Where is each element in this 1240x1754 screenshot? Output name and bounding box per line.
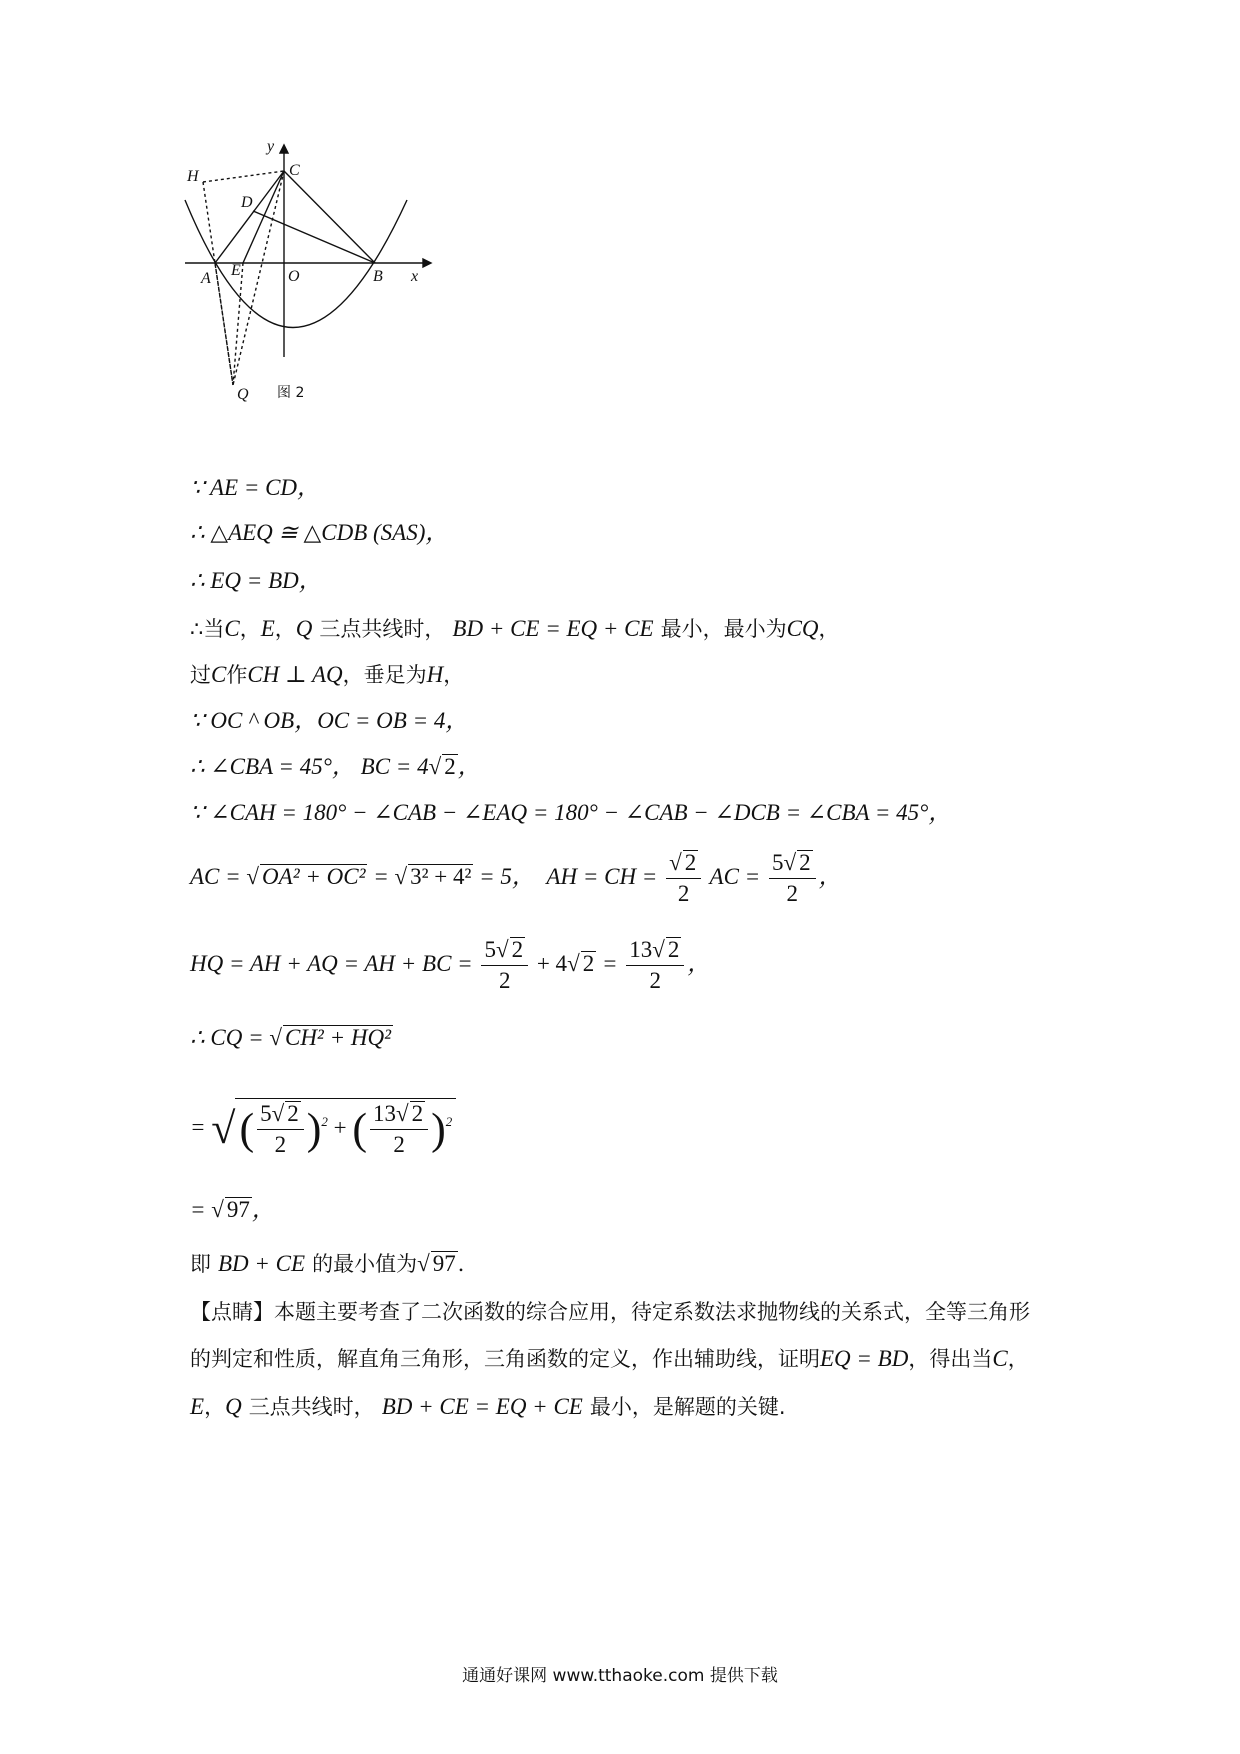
label-Q: Q xyxy=(237,386,249,403)
l9-frac2-rad: 2 xyxy=(799,850,811,875)
y-axis-arrow xyxy=(280,145,288,153)
l4-end: ， xyxy=(818,617,840,641)
note-p2a: 的判定和性质，解直角三角形，三角函数的定义，作出辅助线，证明 xyxy=(190,1347,820,1371)
l4-q: Q xyxy=(295,616,313,641)
l4-pre: ∴当 xyxy=(190,617,225,641)
l11-pre: ∴ CQ = xyxy=(190,1025,264,1050)
line-6: ∵ OC ^ OB，OC = OB = 4， xyxy=(190,708,469,733)
l13-rad: 97 xyxy=(226,1197,250,1222)
note-p3a: 三点共线时， xyxy=(248,1395,375,1419)
line-8: ∵ ∠CAH = 180° − ∠CAB − ∠EAQ = 180° − ∠CAB − ∠DCB = ∠CBA = 45°， xyxy=(190,800,952,825)
l9-eq: = xyxy=(373,863,389,889)
l14-rad: 97 xyxy=(432,1251,456,1276)
note-p2b: ，得出当 xyxy=(908,1347,993,1371)
l5-pre: 过 xyxy=(190,663,211,687)
note-p3-expr: BD + CE = EQ + CE xyxy=(381,1394,583,1419)
l10-eq: = xyxy=(601,950,618,976)
note-p3-s1: ， xyxy=(204,1395,226,1419)
l12-eq: = xyxy=(190,1114,206,1140)
note-p2-expr: EQ = BD xyxy=(820,1346,909,1371)
footer-watermark: 通通好课网 www.tthaoke.com 提供下载 xyxy=(462,1666,778,1686)
l14-expr: BD + CE xyxy=(218,1251,306,1276)
line-14: 即 BD + CE 的最小值为√ 97． xyxy=(190,1251,479,1276)
l9-frac1-num: 2 xyxy=(684,850,697,875)
l4-expr: BD + CE = EQ + CE xyxy=(452,616,654,641)
l7-end: ， xyxy=(457,754,481,779)
note-p2-c: C xyxy=(992,1346,1008,1371)
l9-end: ， xyxy=(818,863,842,889)
label-D: D xyxy=(241,194,253,211)
l12-frac-a-den: 2 xyxy=(274,1132,287,1157)
l4-cq: CQ xyxy=(786,616,819,641)
l10-frac1-coef: 5 xyxy=(484,937,496,962)
l4-c: C xyxy=(224,616,240,641)
label-y: y xyxy=(267,138,275,155)
l13-eq: = xyxy=(190,1197,206,1222)
label-O: O xyxy=(288,268,300,285)
note-p1: 本题主要考查了二次函数的综合应用，待定系数法求抛物线的关系式，全等三角形 xyxy=(274,1300,1030,1324)
line-7: ∴ ∠CBA = 45°， BC = 4√ 2， xyxy=(190,754,481,779)
l11-rad: CH² + HQ² xyxy=(284,1025,391,1050)
line-2: ∴ △AEQ ≅ △CDB (SAS)， xyxy=(190,520,449,545)
note-line-3 xyxy=(190,1392,786,1423)
segment-HC xyxy=(203,171,284,182)
l12-frac-b-den: 2 xyxy=(393,1132,405,1157)
label-E: E xyxy=(231,262,241,279)
l10-end: ， xyxy=(687,950,711,976)
l4-sep1: ， xyxy=(239,617,261,641)
l10-frac2-rad: 2 xyxy=(667,937,680,962)
l10-frac2-den: 2 xyxy=(649,968,662,993)
l12-frac-a-coef: 5 xyxy=(260,1101,272,1126)
l10-frac1: $\frac{5√ 2}{2}$ xyxy=(481,935,528,996)
l14-text: 的最小值为 xyxy=(312,1252,418,1276)
segment-CB xyxy=(284,171,375,263)
l13-end: ， xyxy=(251,1197,275,1222)
l9-frac2-den: 2 xyxy=(786,881,799,906)
l5-h: H xyxy=(426,662,444,687)
l5-mid: 作 xyxy=(226,663,248,687)
label-C: C xyxy=(289,162,300,179)
geometry-figure xyxy=(187,138,495,460)
l14-end: ． xyxy=(457,1252,479,1276)
l9-acv: AC = xyxy=(709,863,761,889)
l9-ah: AH = CH = xyxy=(546,863,658,889)
l10-frac1-rad: 2 xyxy=(511,937,524,962)
line-12: = √( $\frac{5√ 2}{2}$ )$^2$ + ( $\frac{13√ 2}{2}$ )$^2$ xyxy=(190,1098,456,1160)
l9-rad2: 3² + 4² xyxy=(410,863,472,889)
x-axis-arrow xyxy=(423,259,431,267)
l7-pre: ∴ ∠CBA = 45°， xyxy=(190,754,355,779)
l12-plus: + xyxy=(333,1114,347,1140)
l9-rad1: OA² + OC² xyxy=(262,863,366,889)
l10-plus: + 4 xyxy=(536,950,568,976)
l12-frac-b-rad: 2 xyxy=(411,1101,424,1126)
line-11: ∴ CQ = √ CH² + HQ² xyxy=(190,1025,391,1050)
l4-text: 三点共线时， xyxy=(319,617,446,641)
segment-EQ xyxy=(233,263,243,385)
l10-frac2-coef: 13 xyxy=(629,937,653,962)
l5-expr: CH ⊥ AQ xyxy=(247,662,343,687)
l4-text2: 最小，最小为 xyxy=(660,617,787,641)
label-B: B xyxy=(373,268,383,285)
l7-bc: BC = 4 xyxy=(360,754,429,779)
l12-frac-b: $\frac{13√ 2}{2}$ xyxy=(370,1099,428,1160)
line-10: HQ = AH + AQ = AH + BC = $\frac{5√ 2}{2}$ + 4√ 2 = $\frac{13√ 2}{2}$ ， xyxy=(190,935,710,996)
note-tag: 【点睛】 xyxy=(190,1300,274,1324)
label-H: H xyxy=(187,168,199,185)
l4-e: E xyxy=(260,616,275,641)
line-1: ∵ AE = CD， xyxy=(190,475,321,500)
line-3: ∴ EQ = BD， xyxy=(190,568,322,593)
label-x: x xyxy=(411,268,419,285)
l7-rad: 2 xyxy=(444,754,456,779)
note-p3-q: Q xyxy=(225,1394,242,1419)
l12-frac-a-rad: 2 xyxy=(287,1101,299,1126)
line-13: = √ 97， xyxy=(190,1197,275,1222)
l10-frac2: $\frac{13√ 2}{2}$ xyxy=(626,935,684,996)
note-p3b: 最小，是解题的关键. xyxy=(589,1395,786,1419)
label-A: A xyxy=(201,270,211,287)
segment-AQ xyxy=(215,263,233,385)
segment-DB xyxy=(253,211,375,263)
l9-frac2-coef: 5 xyxy=(771,850,784,875)
l9-ac: AC = xyxy=(190,863,241,889)
l10-frac1-den: 2 xyxy=(499,968,511,993)
l9-res: = 5， xyxy=(479,863,535,889)
l14-pre: 即 xyxy=(190,1252,211,1276)
note-line-1 xyxy=(190,1297,1030,1328)
line-4 xyxy=(190,614,840,645)
note-p2-end: ， xyxy=(1007,1347,1029,1371)
l9-frac1-den: 2 xyxy=(677,881,690,906)
parabola xyxy=(185,200,407,328)
l12-frac-a: $\frac{5√ 2}{2}$ xyxy=(257,1099,304,1160)
l5-end: ， xyxy=(443,663,465,687)
figure-caption: 图 2 xyxy=(277,385,305,401)
l5-c: C xyxy=(211,662,227,687)
l12-frac-b-coef: 13 xyxy=(373,1101,397,1126)
line-9: AC = √ OA² + OC² = √ 3² + 4² = 5， AH = CH = $\frac{√ 2}{2}$ AC = $\frac{5√ 2}{2}$ ， xyxy=(190,848,842,909)
l9-frac2: $\frac{5√ 2}{2}$ xyxy=(769,848,816,909)
l4-sep2: ， xyxy=(274,617,296,641)
l5-text: ，垂足为 xyxy=(342,663,427,687)
l10-pre: HQ = AH + AQ = AH + BC = xyxy=(190,950,473,976)
note-line-2 xyxy=(190,1344,1029,1375)
note-p3-e: E xyxy=(190,1394,205,1419)
line-5 xyxy=(190,660,464,691)
l10-rad: 2 xyxy=(582,950,595,976)
l9-frac1: $\frac{√ 2}{2}$ xyxy=(666,848,701,909)
